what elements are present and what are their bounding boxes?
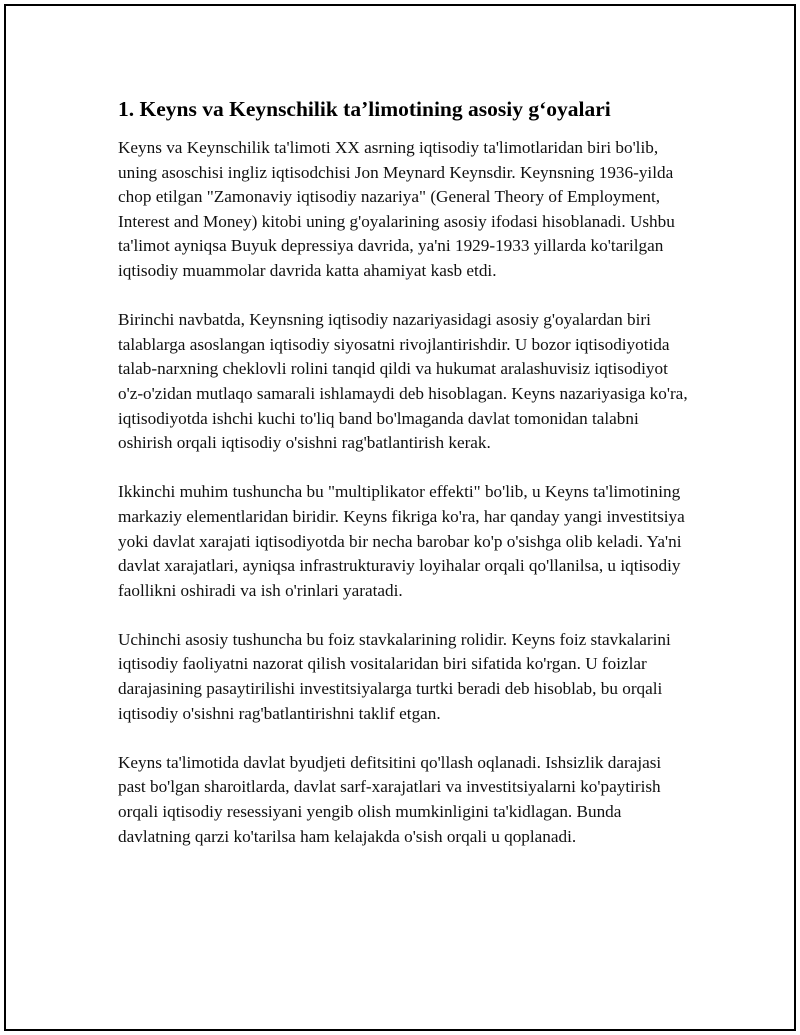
paragraph-demand-policy: Birinchi navbatda, Keynsning iqtisodiy nazariyasidagi asosiy g'oyalardan biri talablarga asoslangan iqtisodiy siyosatni rivojlantirishdir. U bozor iqtisodiyotida talab-narxning cheklovli rolini tanqid qildi va hukumat aralashuvisiz iqtisodiyot o'z-o'zidan mutlaqo samarali ishlamaydi deb hisoblagan. Keyns nazariyasiga ko'ra, iqtisodiyotda ishchi kuchi to'liq band bo'lmaganda davlat tomonidan talabni oshirish orqali iqtisodiy o'sishni rag'batlantirish kerak. <box>118 310 688 453</box>
section-heading: 1. Keyns va Keynschilik ta’limotining asosiy g‘oyalari <box>118 97 611 121</box>
paragraph-interest-rates: Uchinchi asosiy tushuncha bu foiz stavkalarining rolidir. Keyns foiz stavkalarini iqtisodiy faoliyatni nazorat qilish vositalaridan biri sifatida ko'rgan. U foizlar darajasining pasaytirilishi investitsiyalarga turtki beradi deb hisoblab, bu orqali iqtisodiy o'sishni rag'batlantirishni taklif etgan. <box>118 629 671 723</box>
paragraph-multiplier: Ikkinchi muhim tushuncha bu "multiplikator effekti" bo'lib, u Keyns ta'limotining markaziy elementlaridan biridir. Keyns fikriga ko'ra, har qanday yangi investitsiya yoki davlat xarajati iqtisodiyotda bir necha barobar ko'p o'sishga olib keladi. Ya'ni davlat xarajatlari, ayniqsa infrastrukturaviy loyihalar orqali qo'llanilsa, u iqtisodiy faollikni oshiradi va ish o'rinlari yaratadi. <box>118 482 685 600</box>
paragraph-intro: Keyns va Keynschilik ta'limoti XX asrning iqtisodiy ta'limotlaridan biri bo'lib, uning asoschisi ingliz iqtisodchisi Jon Meynard Keynsdir. Keynsning 1936-yilda chop etilgan "Zamonaviy iqtisodiy nazariya" (General Theory of Employment, Interest and Money) kitobi uning g'oyalarining asosiy ifodasi hisoblanadi. Ushbu ta'limot ayniqsa Buyuk depressiya davrida, ya'ni 1929-1933 yillarda ko'tarilgan iqtisodiy muammolar davrida katta ahamiyat kasb etdi. <box>118 138 675 280</box>
document-body <box>118 95 690 874</box>
paragraph-budget-deficit: Keyns ta'limotida davlat byudjeti defitsitini qo'llash oqlanadi. Ishsizlik darajasi past bo'lgan sharoitlarda, davlat sarf-xarajatlari va investitsiyalarni ko'paytirish orqali iqtisodiy resessiyani yengib olish mumkinligini ta'kidlagan. Bunda davlatning qarzi ko'tarilsa ham kelajakda o'sish orqali u qoplanadi. <box>118 752 662 846</box>
